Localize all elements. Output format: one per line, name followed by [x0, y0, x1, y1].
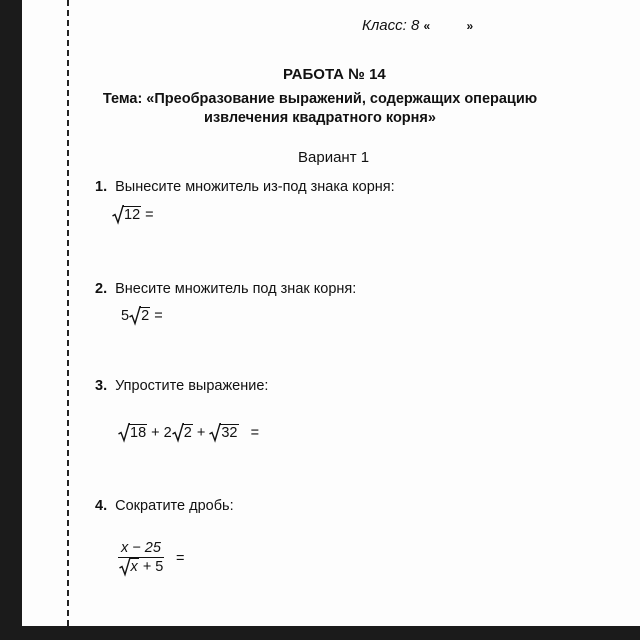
class-label: Класс: 8 — [362, 17, 420, 34]
radical-symbol-icon — [209, 423, 221, 443]
task-number: 3. — [95, 378, 108, 394]
numerator: x − 25 — [118, 540, 164, 558]
work-title: РАБОТА № 14 — [283, 66, 386, 83]
radicand: 32 — [221, 425, 238, 441]
topic-heading — [0, 90, 640, 128]
sqrt-sign — [129, 307, 150, 324]
quote-open: « — [423, 19, 431, 33]
task-1 — [95, 179, 395, 195]
equals-sign: = — [154, 308, 163, 324]
radicand: 2 — [141, 308, 150, 324]
radicand: 12 — [124, 207, 141, 223]
task-2 — [95, 281, 356, 297]
task-text: Упростите выражение: — [115, 378, 269, 394]
task-number: 4. — [95, 498, 108, 514]
plus-sign: + — [151, 425, 160, 441]
sqrt-sign — [112, 206, 141, 223]
plus-sign: + — [196, 425, 206, 441]
topic-line-2: извлечения квадратного корня» — [204, 110, 436, 126]
sqrt-sign — [209, 424, 238, 441]
coefficient: 5 — [121, 308, 130, 324]
task-text: Вынесите множитель из-под знака корня: — [115, 179, 395, 195]
equals-sign: = — [145, 207, 154, 223]
task-2-expression — [121, 307, 163, 324]
task-4-expression — [118, 540, 184, 577]
coefficient: 2 — [163, 425, 172, 441]
equals-sign: = — [250, 425, 260, 441]
task-3-expression — [118, 424, 259, 441]
denominator-rest: + 5 — [142, 559, 164, 575]
fraction — [118, 540, 164, 577]
radical-symbol-icon — [119, 557, 131, 577]
variant-label: Вариант 1 — [298, 149, 370, 166]
task-3 — [95, 378, 268, 394]
denominator — [118, 558, 164, 577]
radicand: 2 — [183, 425, 192, 441]
quote-close: » — [466, 19, 474, 33]
task-number: 2. — [95, 281, 108, 297]
radicand: 18 — [130, 425, 147, 441]
task-text: Сократите дробь: — [115, 498, 234, 514]
sqrt-sign — [172, 424, 193, 441]
radical-symbol-icon — [129, 306, 141, 326]
class-field — [362, 17, 473, 34]
sqrt-sign — [118, 424, 147, 441]
radicand: x — [130, 559, 138, 575]
task-text: Внесите множитель под знак корня: — [115, 281, 357, 297]
radical-symbol-icon — [172, 423, 184, 443]
radical-symbol-icon — [112, 205, 124, 225]
task-1-expression — [112, 206, 154, 223]
sqrt-sign — [119, 558, 139, 577]
task-4 — [95, 498, 234, 514]
task-number: 1. — [95, 179, 108, 195]
radical-symbol-icon — [118, 423, 130, 443]
equals-sign: = — [175, 550, 185, 567]
topic-line-1: Тема: «Преобразование выражений, содержащих операцию — [102, 91, 538, 107]
